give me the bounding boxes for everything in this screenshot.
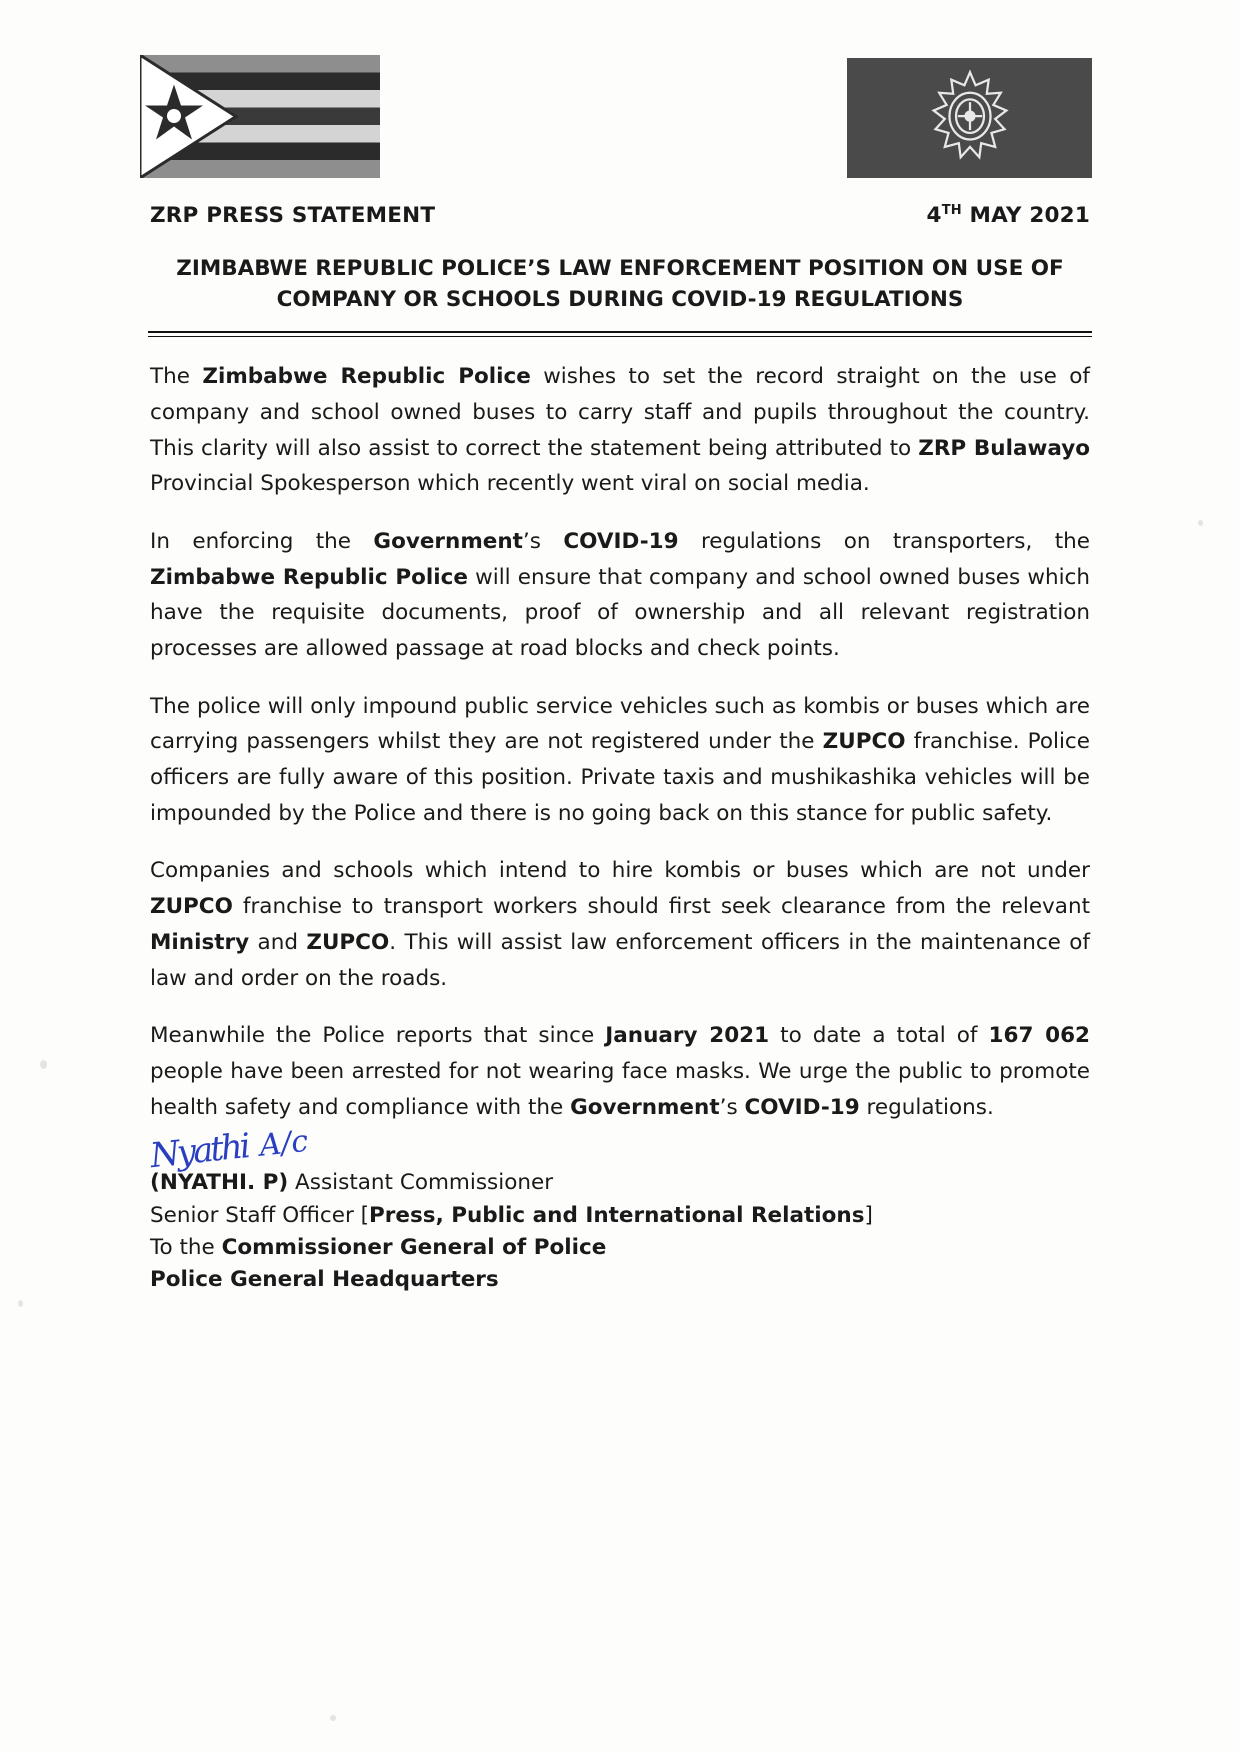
emphasis-text: Commissioner General of Police (221, 1234, 607, 1260)
emphasis-text: ZUPCO (822, 729, 906, 755)
doc-date (927, 203, 1090, 228)
body-paragraph (150, 1018, 1090, 1125)
body-text: wishes to set the record straight on the use of company and school owned buses to carry staff and pupils throughout the country. This clarity will also assist to correct the statement being attributed to (150, 364, 1090, 461)
emphasis-text: 167 062 (988, 1023, 1090, 1049)
body-text: regulations on transporters, the (678, 528, 1090, 554)
letterhead (0, 0, 1240, 185)
date-rest: MAY 2021 (961, 203, 1090, 229)
scan-speck (330, 1715, 336, 1721)
signature-line (150, 1167, 1090, 1199)
body-paragraph (150, 524, 1090, 667)
body-text: to date a total of (769, 1023, 989, 1049)
scan-speck (1198, 520, 1203, 526)
body-text: The police will only impound public service vehicles such as kombis or buses which are carrying passengers whilst they are not registered under the (150, 693, 1090, 755)
body-text: and (249, 929, 307, 955)
body-text: . This will assist law enforcement officers in the maintenance of law and order on the roads. (150, 929, 1090, 991)
body-text: will ensure that company and school owned buses which have the requisite documents, proof of ownership and all relevant registration processes are allowed passage at road blocks and check points. (150, 564, 1090, 661)
emphasis-text: Zimbabwe Republic Police (202, 364, 531, 390)
signature-line (150, 1264, 1090, 1296)
scan-speck (18, 1300, 23, 1307)
body-text: The (150, 364, 203, 390)
body-text: franchise to transport workers should first seek clearance from the relevant (232, 894, 1090, 920)
body-text: ’s (719, 1094, 745, 1120)
signature-line (150, 1200, 1090, 1232)
signature-initials: A/c (257, 1124, 310, 1164)
body-paragraph (150, 359, 1090, 502)
signature-line (150, 1232, 1090, 1264)
emphasis-text: Police General Headquarters (150, 1267, 499, 1292)
body-text: Provincial Spokesperson which recently went viral on social media. (150, 471, 870, 497)
page-title: ZIMBABWE REPUBLIC POLICE’S LAW ENFORCEMENT POSITION ON USE OF COMPANY OR SCHOOLS DURING COVID-19 REGULATIONS (176, 256, 1064, 312)
emphasis-text: COVID-19 (563, 528, 679, 554)
body-text: people have been arrested for not wearing face masks. We urge the public to promote health safety and compliance with the (150, 1058, 1090, 1120)
emphasis-text: January 2021 (605, 1023, 770, 1049)
emphasis-text: Ministry (150, 929, 250, 955)
body-paragraph (150, 853, 1090, 996)
emphasis-text: ZUPCO (150, 894, 233, 920)
title-row (150, 185, 1090, 228)
body-text: In enforcing the (150, 528, 374, 554)
emphasis-text: Zimbabwe Republic Police (150, 564, 468, 590)
document-body (150, 359, 1090, 1125)
signature-lines (150, 1167, 1090, 1296)
date-number: 4 (926, 203, 942, 229)
scan-speck (40, 1060, 47, 1069)
signature-block (148, 1124, 1090, 1296)
zrp-police-badge-icon (847, 58, 1092, 178)
divider (148, 331, 1092, 337)
body-text: Senior Staff Officer [ (150, 1202, 370, 1228)
zimbabwe-flag-icon (140, 55, 380, 178)
emphasis-text: (NYATHI. P) (150, 1170, 289, 1196)
doc-label: ZRP PRESS STATEMENT (150, 203, 436, 229)
emphasis-text: Press, Public and International Relations (369, 1202, 865, 1228)
body-text: To the (150, 1234, 222, 1260)
body-text: Assistant Commissioner (288, 1170, 554, 1196)
body-text: Meanwhile the Police reports that since (150, 1023, 606, 1049)
body-text: ] (864, 1202, 873, 1228)
body-text: regulations. (859, 1094, 994, 1120)
emphasis-text: COVID-19 (744, 1094, 860, 1120)
signature-name: Nyathi (148, 1126, 250, 1177)
date-suffix: TH (941, 203, 962, 218)
emphasis-text: Government (373, 528, 523, 554)
body-text: Companies and schools which intend to hire kombis or buses which are not under (150, 858, 1090, 884)
emphasis-text: Government (570, 1094, 720, 1120)
emphasis-text: ZRP Bulawayo (918, 435, 1090, 461)
body-paragraph (150, 689, 1090, 832)
emphasis-text: ZUPCO (306, 929, 390, 955)
body-text: ’s (522, 528, 564, 554)
body-text: franchise. Police officers are fully aware of this position. Private taxis and mushikashika vehicles will be impounded by the Police and there is no going back on this stance for public safety. (150, 729, 1090, 826)
